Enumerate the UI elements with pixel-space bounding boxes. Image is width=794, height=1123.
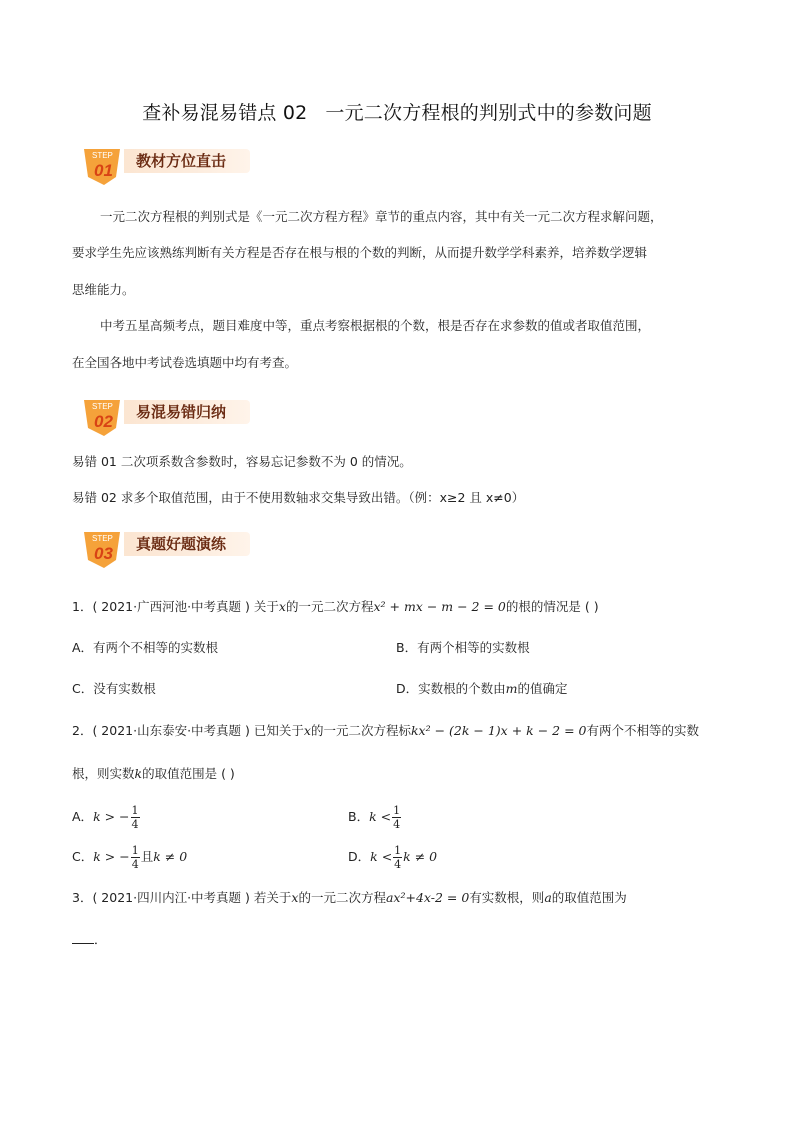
step-01-header <box>78 147 250 189</box>
answer-blank[interactable]: ． <box>72 930 107 950</box>
q1-option-b[interactable]: B．有两个相等的实数根 <box>396 640 530 655</box>
fraction: $\frac{1}{4}$ <box>131 804 139 831</box>
equation: x² + mx − m − 2 = 0 <box>373 599 506 614</box>
intro-p1-line3: 思维能力。 <box>72 282 135 297</box>
step-02-header <box>78 398 250 440</box>
equation: ax²+4x-2 = 0 <box>385 890 470 905</box>
equation: kx² − (2k − 1)x + k − 2 = 0 <box>410 723 587 738</box>
q1-option-c[interactable]: C．没有实数根 <box>72 681 156 696</box>
svg-text:02: 02 <box>94 412 113 431</box>
intro-p2-line2: 在全国各地中考试卷选填题中均有考查。 <box>72 355 298 370</box>
title-left: 查补易混易错点 02 <box>142 102 308 124</box>
page-title <box>0 98 794 125</box>
question-1: 1．( 2021·广西河池·中考真题 ) 关于x的一元二次方程x² + mx − m − 2 = 0的根的情况是 ( ) <box>72 599 599 614</box>
fraction: $\frac{1}{4}$ <box>393 804 401 831</box>
q1-option-d[interactable]: D．实数根的个数由m的值确定 <box>396 681 568 696</box>
title-right: 一元二次方程根的判别式中的参数问题 <box>325 102 652 124</box>
question-3: 3．( 2021·四川内江·中考真题 ) 若关于x的一元二次方程ax²+4x-2 = 0有实数根，则a的取值范围为 <box>72 890 627 905</box>
question-2: 2．( 2021·山东泰安·中考真题 ) 已知关于x的一元二次方程标kx² − (2k − 1)x + k − 2 = 0有两个不相等的实数 <box>72 723 699 738</box>
step-label: 真题好题演练 <box>136 535 227 553</box>
svg-text:STEP: STEP <box>92 534 113 543</box>
svg-text:01: 01 <box>94 161 113 180</box>
q2-option-d[interactable]: D．k < $\frac{1}{4}$ k ≠ 0 <box>348 844 438 871</box>
q2-option-c[interactable]: C．k > − $\frac{1}{4}$ 且k ≠ 0 <box>72 844 188 871</box>
step-badge <box>80 398 124 434</box>
svg-text:STEP: STEP <box>92 151 113 160</box>
q1-option-a[interactable]: A．有两个不相等的实数根 <box>72 640 219 655</box>
step-label: 易混易错归纳 <box>136 403 227 421</box>
intro-p1-line1: 一元二次方程根的判别式是《一元二次方程方程》章节的重点内容，其中有关一元二次方程求解问题， <box>100 209 663 224</box>
q2-option-a[interactable]: A．k > − $\frac{1}{4}$ <box>72 804 139 831</box>
q2-option-b[interactable]: B．k < $\frac{1}{4}$ <box>348 804 401 831</box>
blank-line <box>72 943 94 944</box>
fraction: $\frac{1}{4}$ <box>394 844 402 871</box>
svg-text:STEP: STEP <box>92 402 113 411</box>
error-01: 易错 01 二次项系数含参数时，容易忘记参数不为 0 的情况。 <box>72 454 412 469</box>
step-03-header <box>78 530 250 572</box>
intro-p1-line2: 要求学生先应该熟练判断有关方程是否存在根与根的个数的判断，从而提升数学学科素养，培养数学逻辑 <box>72 245 648 260</box>
error-02: 易错 02 求多个取值范围，由于不使用数轴求交集导致出错。（例：x≥2 且 x≠0） <box>72 490 525 505</box>
step-badge <box>80 530 124 566</box>
intro-p2-line1: 中考五星高频考点，题目难度中等，重点考察根据根的个数，根是否存在求参数的值或者取值范围， <box>100 318 651 333</box>
step-label: 教材方位直击 <box>136 152 227 170</box>
step-badge <box>80 147 124 183</box>
svg-text:03: 03 <box>94 544 113 563</box>
question-2-line2: 根，则实数k的取值范围是 ( ) <box>72 766 235 781</box>
fraction: $\frac{1}{4}$ <box>131 844 139 871</box>
